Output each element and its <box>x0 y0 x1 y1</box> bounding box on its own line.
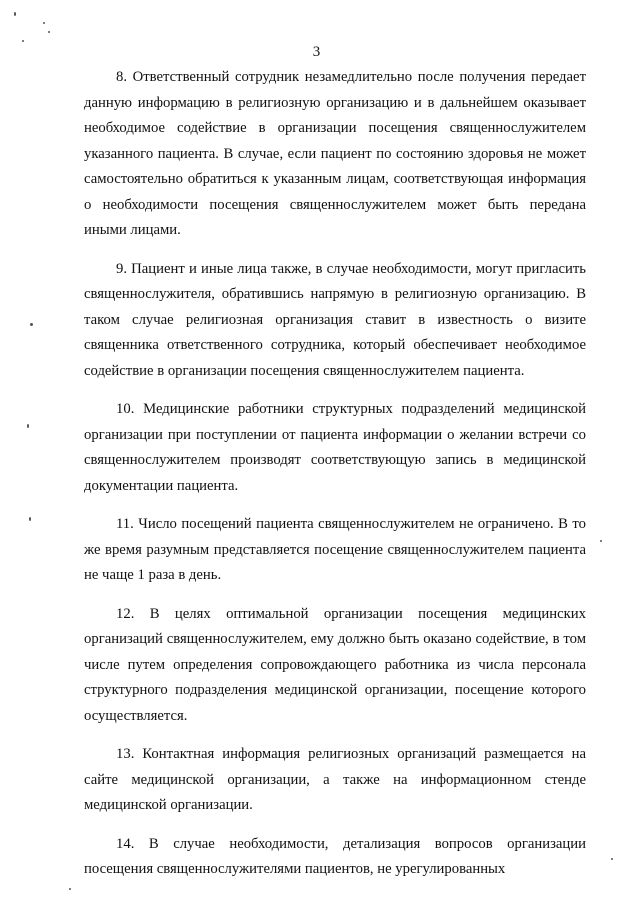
scan-speck <box>69 888 71 890</box>
paragraph-12: 12. В целях оптимальной организации посещения медицинских организаций священнослужителем, ему должно быть оказано содействие, в том числе путем определения сопровождающего работника из числа персонала структурного подразделения медицинской организации, посещение которого осуществляется. <box>84 605 586 724</box>
paragraph-11: 11. Число посещений пациента священнослужителем не ограничено. В то же время разумным представляется посещение священнослужителем пациента не чаще 1 раза в день. <box>84 516 586 583</box>
scan-speck <box>29 517 31 521</box>
paragraph-13: 13. Контактная информация религиозных организаций размещается на сайте медицинской организации, а также на информационном стенде медицинской организации. <box>84 746 586 813</box>
scan-speck <box>30 323 33 326</box>
page-number: 3 <box>312 44 321 60</box>
scan-speck <box>27 424 29 428</box>
paragraph-10: 10. Медицинские работники структурных подразделений медицинской организации при поступлении от пациента информации о желании встречи со священнослужителем производят соответствующую запись в медицинской документации пациента. <box>84 401 586 494</box>
scan-speck <box>48 31 50 33</box>
scan-speck <box>22 40 24 42</box>
scan-speck <box>14 12 16 16</box>
paragraph-8: 8. Ответственный сотрудник незамедлительно после получения передает данную информацию в религиозную организацию и в дальнейшем оказывает необходимое содействие в организации посещения священнослужителем указанного пациента. В случае, если пациент по состоянию здоровья не может самостоятельно обратиться к указанным лицам, соответствующая информация о необходимости посещения священнослужителем может быть передана иными лицами. <box>84 69 586 238</box>
paragraph-14: 14. В случае необходимости, детализация вопросов организации посещения священнослужителями пациентов, не урегулированных <box>84 835 586 877</box>
document-body <box>84 65 586 883</box>
scan-speck <box>43 22 45 24</box>
scan-speck <box>611 858 613 860</box>
paragraph-9: 9. Пациент и иные лица также, в случае необходимости, могут пригласить священнослужителя, обратившись напрямую в религиозную организацию. В таком случае религиозная организация ставит в известность о визите священника ответственного сотрудника, который обеспечивает необходимое содействие в организации посещения священнослужителем пациента. <box>84 260 586 379</box>
scan-speck <box>600 540 602 542</box>
